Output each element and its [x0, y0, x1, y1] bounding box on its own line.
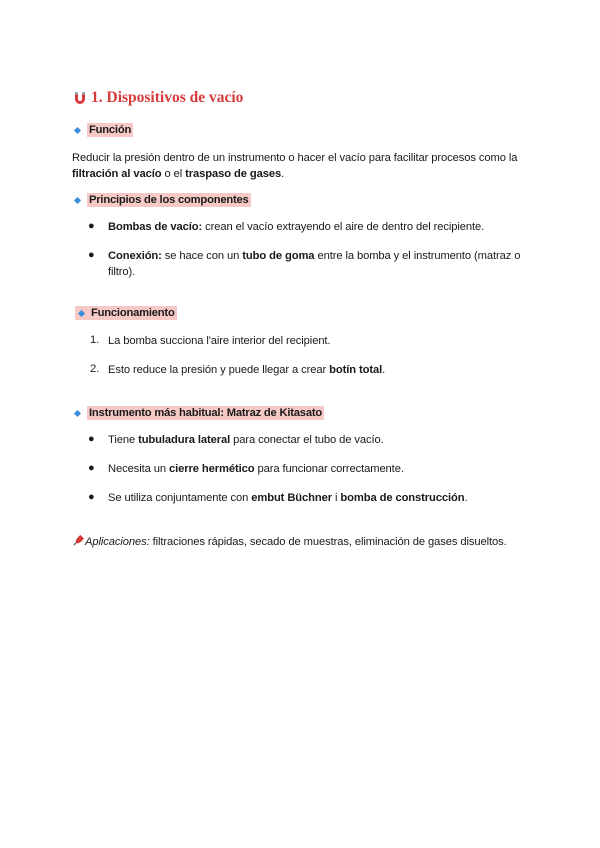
list-item-line-2: filtro).	[108, 266, 136, 278]
list-item	[108, 461, 404, 477]
subsection-instrumento	[75, 406, 324, 420]
text-span: se hace con un	[161, 250, 243, 262]
list-item	[108, 219, 538, 235]
diamond-icon	[74, 126, 81, 133]
text-span: Tiene	[108, 434, 139, 446]
subsection-label: Función	[89, 124, 132, 136]
magnet-icon	[72, 90, 88, 106]
diamond-icon	[74, 409, 81, 416]
bold-term: bomba de construcción	[340, 492, 465, 504]
text-span: .	[464, 492, 468, 504]
funcion-paragraph	[72, 150, 532, 182]
subsection-funcion	[75, 123, 133, 137]
bold-term: traspaso de gases	[185, 168, 282, 180]
text-span: entre la bomba y el instrumento (matraz o	[314, 250, 521, 262]
step-number: 1.	[90, 334, 100, 346]
heading-title: 1. Dispositivos de vacío	[91, 89, 244, 106]
paragraph-line-1: Reducir la presión dentro de un instrumento o hacer el vacío para facilitar procesos como la	[72, 152, 518, 164]
bullet-dot: ●	[88, 249, 95, 261]
bold-term: embut Büchner	[251, 492, 332, 504]
text-span: i	[332, 492, 341, 504]
list-item-line-1	[108, 248, 538, 264]
text-span: crean el vacío extrayendo el aire de dentro del recipiente.	[202, 221, 485, 233]
text-span: Necesita un	[108, 463, 169, 475]
bold-term: botín total	[329, 364, 383, 376]
subsection-principios	[75, 193, 251, 207]
bold-term: tubuladura lateral	[138, 434, 231, 446]
bold-term: tubo de goma	[242, 250, 315, 262]
bullet-dot: ●	[88, 491, 95, 503]
bold-term: Bombas de vacío:	[108, 221, 203, 233]
list-item	[108, 432, 384, 448]
paragraph-line-2	[72, 166, 532, 182]
text-span: Se utiliza conjuntamente con	[108, 492, 252, 504]
text-span: o el	[161, 168, 186, 180]
text-span: Esto reduce la presión y puede llegar a crear	[108, 364, 330, 376]
text-span: .	[382, 364, 386, 376]
subsection-label: Principios de los componentes	[89, 194, 249, 206]
bullet-dot: ●	[88, 433, 95, 445]
bullet-dot: ●	[88, 220, 95, 232]
bold-term: cierre hermético	[169, 463, 255, 475]
bold-term: filtración al vacío	[72, 168, 162, 180]
subsection-label: Funcionamiento	[91, 307, 175, 319]
text-span: para conectar el tubo de vacío.	[230, 434, 384, 446]
step-text	[108, 362, 385, 378]
aplicaciones-label: Aplicaciones:	[85, 536, 150, 548]
bold-term: Conexión:	[108, 250, 162, 262]
section-heading	[72, 89, 243, 107]
subsection-funcionamiento	[75, 306, 177, 320]
list-item	[108, 490, 468, 506]
diamond-icon	[74, 196, 81, 203]
bullet-dot: ●	[88, 462, 95, 474]
step-text: La bomba succiona l'aire interior del recipient.	[108, 335, 331, 347]
aplicaciones-note	[72, 534, 507, 550]
text-span: .	[281, 168, 285, 180]
list-item	[108, 248, 538, 280]
diamond-icon	[78, 309, 85, 316]
text-span: para funcionar correctamente.	[254, 463, 404, 475]
subsection-label: Instrumento más habitual: Matraz de Kitasato	[89, 407, 323, 419]
subsection-label-box	[75, 306, 177, 320]
pushpin-icon	[72, 534, 85, 547]
step-number: 2.	[90, 363, 100, 375]
aplicaciones-text: filtraciones rápidas, secado de muestras, eliminación de gases disueltos.	[149, 536, 507, 548]
